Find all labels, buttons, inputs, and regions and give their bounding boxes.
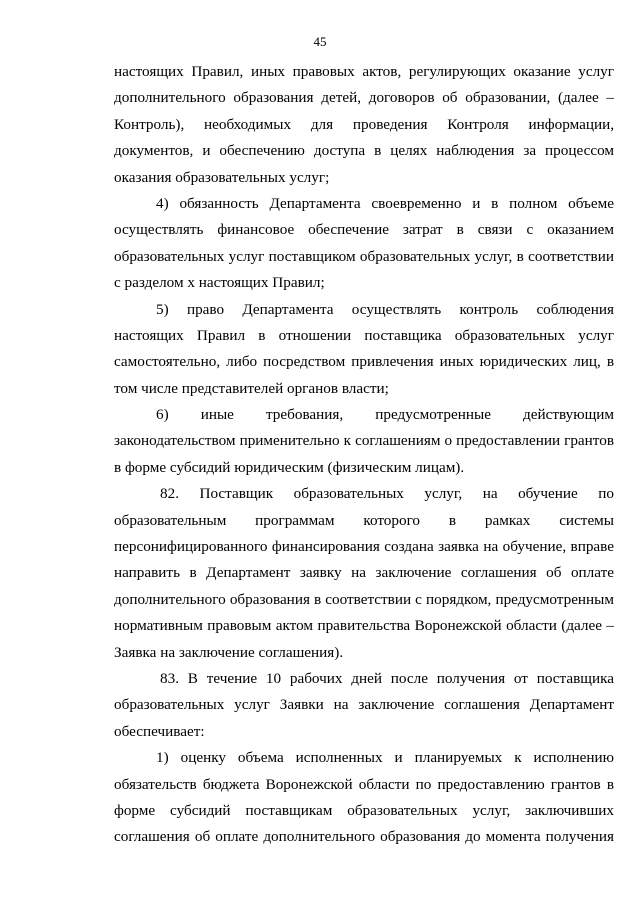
text-line: форме субсидий поставщикам образовательных услуг, заключивших [114, 801, 614, 819]
text-line: дополнительного образования в соответствии с порядком, предусмотренным [114, 590, 614, 608]
text-line: том числе представителей органов власти; [114, 379, 389, 397]
list-item-6-line: 6) иные требования, предусмотренные действующим [156, 406, 614, 424]
text-line: образовательных услуг Заявки на заключение соглашения Департамент [114, 696, 614, 714]
text-line: персонифицированного финансирования создана заявка на обучение, вправе [114, 538, 614, 556]
sub-item-1-line: 1) оценку объема исполненных и планируемых к исполнению [156, 749, 614, 767]
text-line: настоящих Правил в отношении поставщика образовательных услуг [114, 326, 614, 344]
text-line: направить в Департамент заявку на заключение соглашения об оплате [114, 564, 614, 582]
text-line: нормативным правовым актом правительства Воронежской области (далее – [114, 617, 614, 635]
text-line: Заявка на заключение соглашения). [114, 643, 344, 661]
text-line: дополнительного образования детей, договоров об образовании, (далее – [114, 89, 614, 107]
text-line: обязательств бюджета Воронежской области по предоставлению грантов в [114, 775, 614, 793]
document-body [114, 59, 614, 851]
list-item-5-line: 5) право Департамента осуществлять контроль соблюдения [156, 300, 614, 318]
text-line: образовательных услуг поставщиком образовательных услуг, в соответствии [114, 247, 614, 265]
text-line: образовательным программам которого в рамках системы [114, 511, 614, 529]
clause-82-line: 82. Поставщик образовательных услуг, на обучение по [160, 485, 614, 503]
text-line: с разделом x настоящих Правил; [114, 274, 325, 292]
text-line: Контроль), необходимых для проведения Контроля информации, [114, 115, 614, 133]
text-line: обеспечивает: [114, 722, 205, 740]
text-line: законодательством применительно к соглашениям о предоставлении грантов [114, 432, 614, 450]
text-line: соглашения об оплате дополнительного образования до момента получения [114, 828, 614, 846]
text-line: в форме субсидий юридическим (физическим лицам). [114, 458, 465, 476]
text-line: документов, и обеспечению доступа в целях наблюдения за процессом [114, 142, 614, 160]
text-line: самостоятельно, либо посредством привлечения иных юридических лиц, в [114, 353, 614, 371]
text-line: оказания образовательных услуг; [114, 168, 330, 186]
list-item-4-line: 4) обязанность Департамента своевременно и в полном объеме [156, 194, 614, 212]
clause-83-line: 83. В течение 10 рабочих дней после получения от поставщика [160, 669, 614, 687]
page-number: 45 [313, 34, 327, 49]
text-line: осуществлять финансовое обеспечение затрат в связи с оказанием [114, 221, 614, 239]
text-line: настоящих Правил, иных правовых актов, регулирующих оказание услуг [114, 63, 614, 80]
